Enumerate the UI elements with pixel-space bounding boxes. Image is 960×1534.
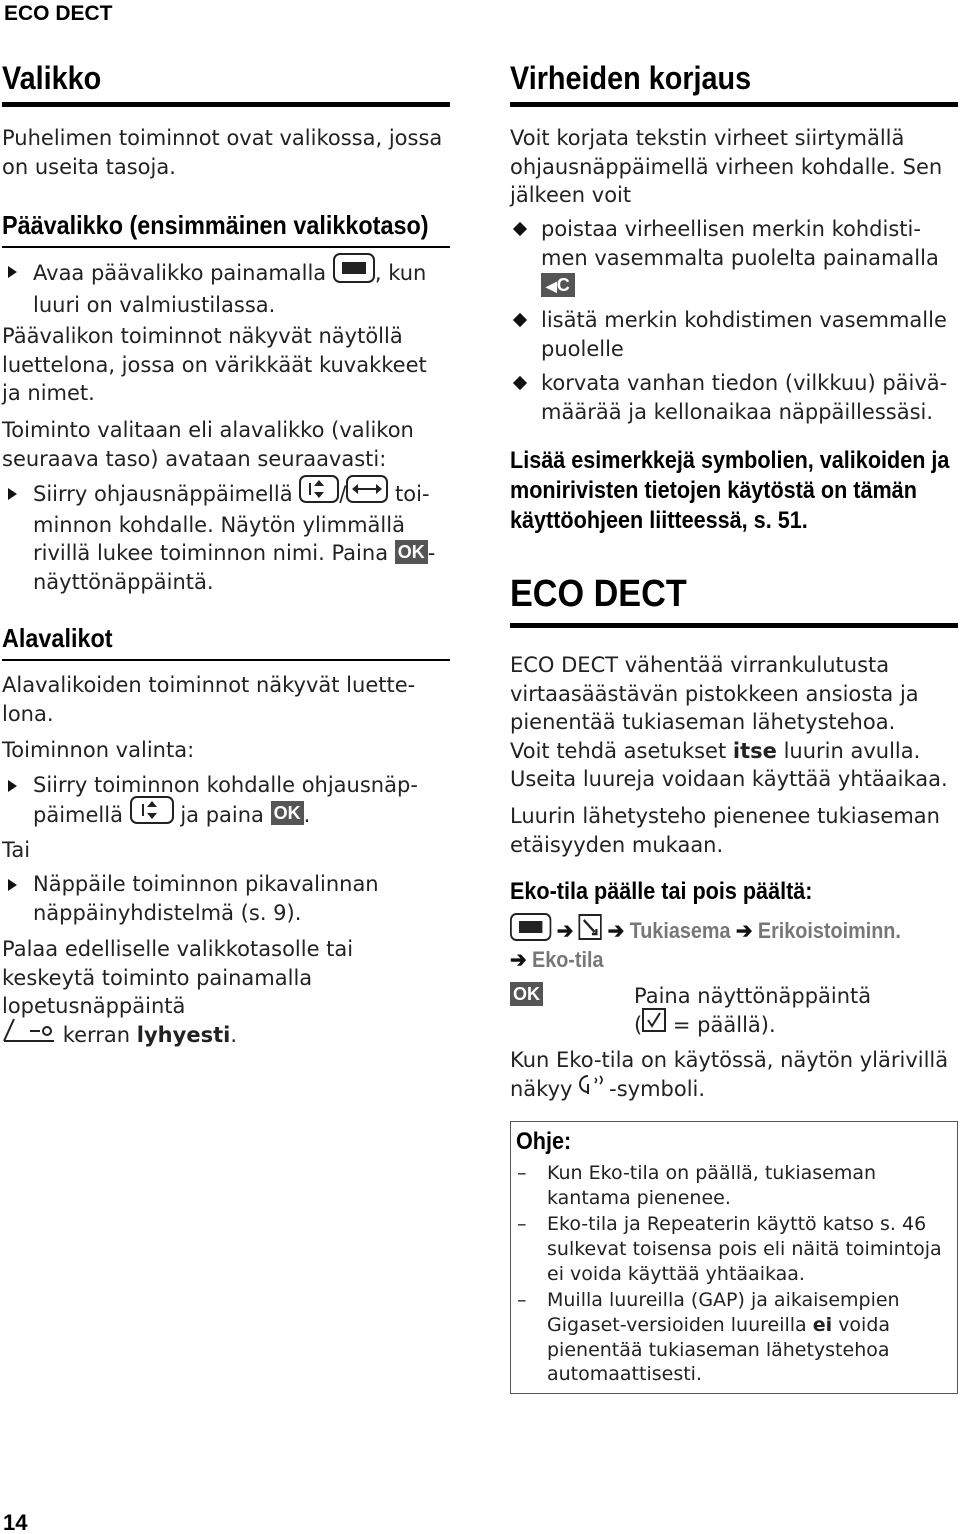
- alavalikot-para1: Alavalikoiden toiminnot näkyvät luette-lona.: [2, 673, 416, 726]
- triangle-bullet-icon: [8, 780, 17, 792]
- ok-key-icon: OK: [395, 540, 428, 564]
- subsection-title-paavalikko: Päävalikko (ensimmäinen valikkotaso): [2, 210, 429, 240]
- menu-path: [510, 916, 901, 948]
- section-rule: [2, 102, 450, 107]
- arrow-right-icon: ➔: [607, 918, 625, 943]
- triangle-bullet-icon: [8, 879, 17, 891]
- subsection-rule: [2, 659, 450, 661]
- alavalikot-para3: Palaa edelliselle valikkotasolle tai keskeytä toiminto painamalla lopetusnäppäintä kerran lyhyesti.: [2, 935, 450, 1051]
- diamond-item-delete: poistaa virheellisen merkin kohdisti-men vasemmalta puolelta painamalla ◀C: [510, 215, 958, 301]
- note-item: – Eko-tila ja Repeaterin käyttö katso s. 46 sulkevat toisensa pois eli näitä toimintoja ei voida käyttää yhtäaikaa.: [517, 1213, 942, 1285]
- note-title: Ohje:: [516, 1128, 572, 1155]
- section-rule: [510, 623, 958, 628]
- menu-key-icon: [510, 913, 551, 948]
- eco-para2: Luurin lähetysteho pienenee tukiaseman etäisyyden mukaan.: [510, 804, 940, 857]
- bullet-select-function: Siirry toiminnon kohdalle ohjausnäp- päimellä ja paina OK .: [2, 771, 450, 831]
- menu-path-line2: [510, 945, 604, 974]
- note-box: [510, 1121, 958, 1394]
- nav-key-updown-icon: [130, 796, 174, 832]
- nav-key-updown-icon: [299, 475, 339, 511]
- arrow-right-icon: ➔: [556, 918, 574, 943]
- eco-subtitle: Eko-tila päälle tai pois päältä:: [510, 878, 813, 905]
- arrow-right-icon: ➔: [510, 947, 527, 972]
- menu-item-eko-tila: Eko-tila: [531, 947, 604, 972]
- ok-key-description: Paina näyttönäppäintä ( = päällä).: [634, 982, 958, 1039]
- bullet-open-menu: Avaa päävalikko painamalla , kun luuri on valmiustilassa.: [2, 257, 450, 319]
- diamond-item-insert: lisätä merkin kohdistimen vasemmalle puolelle: [510, 306, 958, 363]
- eco-signal-icon: [579, 1072, 609, 1104]
- diamond-bullet-icon: [513, 222, 527, 236]
- section-title-eco-dect: ECO DECT: [510, 573, 687, 615]
- virheiden-intro: Voit korjata tekstin virheet siirtymällä ohjausnäppäimellä virheen kohdalle. Sen jälkeen voit: [510, 126, 943, 208]
- ok-key-icon: OK: [510, 982, 543, 1006]
- diamond-bullet-icon: [513, 376, 527, 390]
- eco-para1: ECO DECT vähentää virrankulutusta virtaasäästävän pistokkeen ansiosta ja pienentää tukiaseman lähetystehoa. Voit tehdä asetukset itse luurin avulla. Useita luureja voidaan käyttää yhtäaikaa.: [510, 653, 948, 792]
- page-number: 14: [3, 1510, 28, 1534]
- paavalikko-para1: Päävalikon toiminnot näkyvät näytöllä luettelona, jossa on värikkäät kuvakkeet ja nimet.: [2, 324, 427, 406]
- eco-para3: Kun Eko-tila on käytössä, näytön ylärivillä näkyy -symboli.: [510, 1046, 958, 1103]
- subsection-rule: [2, 246, 450, 248]
- ok-key-label: [510, 982, 543, 1006]
- running-header: ECO DECT: [4, 2, 113, 25]
- section-title-virheiden-korjaus: Virheiden korjaus: [510, 60, 752, 96]
- end-call-key-icon: [2, 1017, 56, 1051]
- alavalikot-para2: Toiminnon valinta:: [2, 738, 195, 762]
- valikko-intro: Puhelimen toiminnot ovat valikossa, jossa on useita tasoja.: [2, 126, 443, 179]
- bullet-shortcut: Näppäile toiminnon pikavalinnan näppäinyhdistelmä (s. 9).: [2, 870, 450, 927]
- nav-key-leftright-icon: [346, 475, 388, 511]
- menu-item-erikoistoiminn: Erikoistoiminn.: [757, 918, 901, 943]
- ok-key-icon: OK: [271, 801, 304, 825]
- bullet-navigate: Siirry ohjausnäppäimellä / toi- minnon kohdalle. Näytön ylimmällä rivillä lukee toiminnon nimi. Paina OK - näyttönäppäintä.: [2, 479, 450, 596]
- triangle-bullet-icon: [8, 266, 17, 278]
- subsection-title-alavalikot: Alavalikot: [2, 623, 113, 653]
- menu-item-tukiasema: Tukiasema: [629, 918, 731, 943]
- note-item: – Kun Eko-tila on päällä, tukiaseman kantama pienenee.: [517, 1162, 877, 1209]
- section-rule: [510, 102, 958, 107]
- note-item: – Muilla luureilla (GAP) ja aikaisempien Gigaset-versioiden luureilla ei voida pienentää tukiaseman lähetystehoa automaattisesti.: [517, 1289, 900, 1386]
- settings-tool-icon: [579, 914, 602, 947]
- diamond-item-overwrite: korvata vanhan tiedon (vilkkuu) päivä-määrää ja kellonaikaa näppäillessäsi.: [510, 369, 958, 426]
- diamond-bullet-icon: [513, 313, 527, 327]
- or-label: Tai: [2, 838, 31, 862]
- arrow-right-icon: ➔: [735, 918, 753, 943]
- section-title-valikko: Valikko: [2, 60, 102, 96]
- checkbox-checked-icon: [642, 1008, 666, 1040]
- triangle-bullet-icon: [8, 488, 17, 500]
- paavalikko-para2: Toiminto valitaan eli alavalikko (valikon seuraava taso) avataan seuraavasti:: [2, 418, 414, 471]
- clear-key-icon: ◀C: [541, 273, 575, 297]
- menu-key-icon: [333, 253, 375, 291]
- appendix-note: Lisää esimerkkejä symbolien, valikoiden ja monirivisten tietojen käytöstä on tämän käyttöohjeen liitteessä, s. 51.: [510, 447, 950, 534]
